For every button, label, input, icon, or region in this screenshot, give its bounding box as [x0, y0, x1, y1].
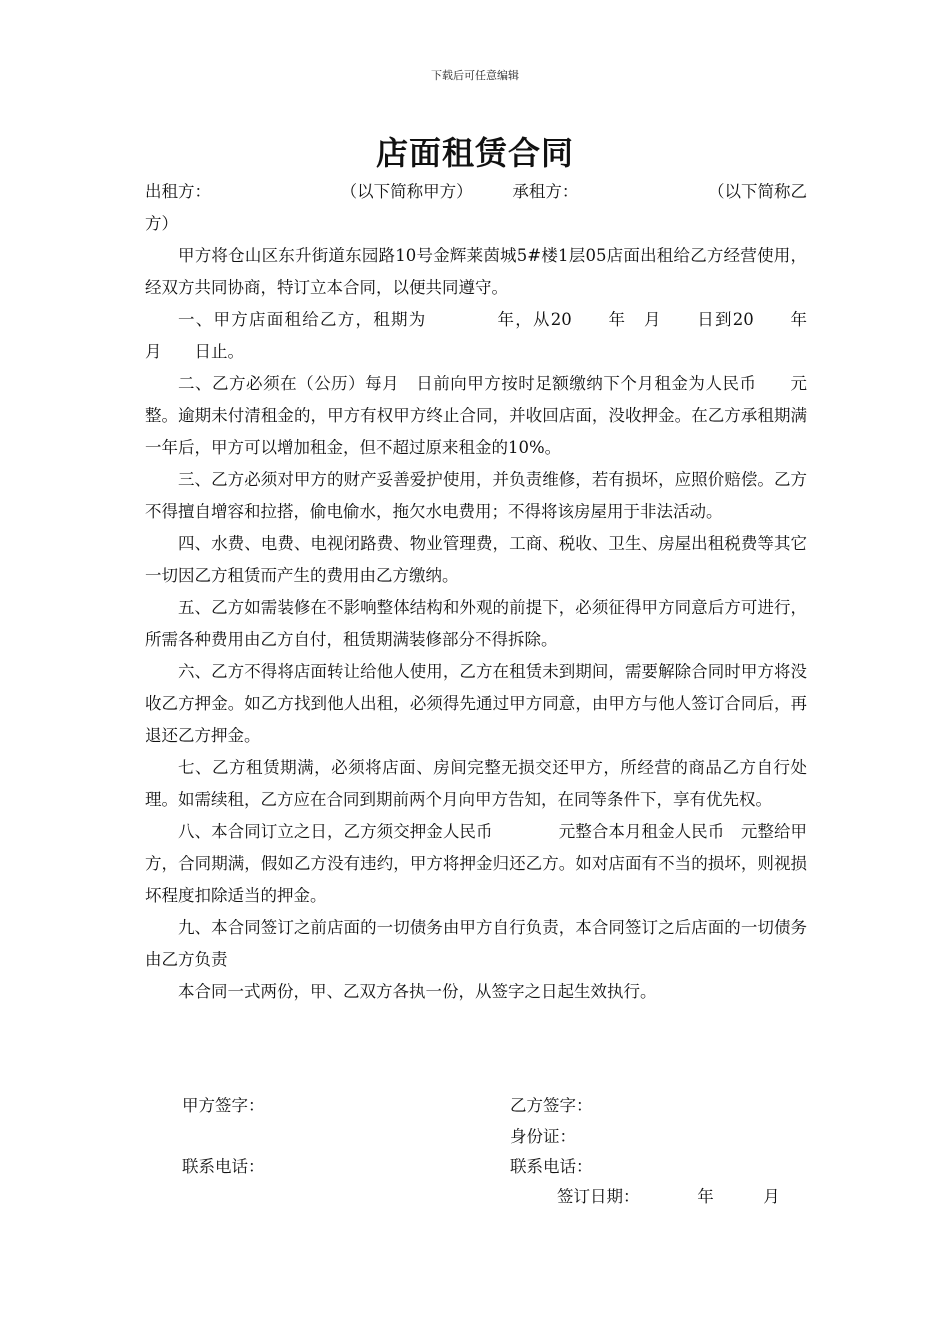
header-note: 下载后可任意编辑 — [431, 69, 519, 82]
lessee-alias-start: （以下简称乙 — [707, 182, 807, 201]
party-b-phone: 联系电话： — [510, 1157, 593, 1176]
clause-6: 六、乙方不得将店面转让给他人使用，乙方在租赁未到期间，需要解除合同时甲方将没收乙方押金。如乙方找到他人出租，必须得先通过甲方同意，由甲方与他人签订合同后，再退还乙方押金。 — [145, 662, 807, 745]
clause-4: 四、水费、电费、电视闭路费、物业管理费，工商、税收、卫生、房屋出租税费等其它一切因乙方租赁而产生的费用由乙方缴纳。 — [145, 534, 807, 585]
closing-statement: 本合同一式两份，甲、乙双方各执一份，从签字之日起生效执行。 — [178, 982, 657, 1001]
id-card-field: 身份证： — [510, 1127, 576, 1146]
clause-9: 九、本合同签订之前店面的一切债务由甲方自行负责，本合同签订之后店面的一切债务由乙方负责 — [145, 918, 807, 969]
clause-2: 二、乙方必须在（公历）每月 日前向甲方按时足额缴纳下个月租金为人民币 元整。逾期未付清租金的，甲方有权甲方终止合同，并收回店面，没收押金。在乙方承租期满一年后，甲方可以增加租金，但不超过原来租金的10%。 — [145, 374, 807, 457]
party-a-phone: 联系电话： — [182, 1157, 265, 1176]
intro-paragraph: 甲方将仓山区东升街道东园路10号金辉莱茵城5#楼1层05店面出租给乙方经营使用，经双方共同协商，特订立本合同，以便共同遵守。 — [145, 246, 807, 297]
clause-7: 七、乙方租赁期满，必须将店面、房间完整无损交还甲方，所经营的商品乙方自行处理。如需续租，乙方应在合同到期前两个月向甲方告知，在同等条件下，享有优先权。 — [145, 758, 807, 809]
lessee-alias-end: 方） — [145, 214, 178, 233]
lessee-label: 承租方： — [512, 182, 579, 201]
document-title: 店面租赁合同 — [375, 134, 574, 172]
parties-line — [145, 176, 807, 208]
clause-8: 八、本合同订立之日，乙方须交押金人民币 元整合本月租金人民币 元整给甲方，合同期满，假如乙方没有违约，甲方将押金归还乙方。如对店面有不当的损坏，则视损坏程度扣除适当的押金。 — [145, 822, 807, 905]
contract-body — [145, 176, 840, 1008]
sign-date: 签订日期： 年 月 — [557, 1187, 780, 1206]
clause-3: 三、乙方必须对甲方的财产妥善爱护使用，并负责维修，若有损坏，应照价赔偿。乙方不得擅自增容和拉搭，偷电偷水，拖欠水电费用；不得将该房屋用于非法活动。 — [145, 470, 807, 521]
party-a-signature: 甲方签字： — [182, 1096, 265, 1115]
lessor-label: 出租方： — [145, 182, 211, 201]
lessor-alias: （以下简称甲方） — [340, 182, 473, 201]
clause-5: 五、乙方如需装修在不影响整体结构和外观的前提下，必须征得甲方同意后方可进行，所需各种费用由乙方自付，租赁期满装修部分不得拆除。 — [145, 598, 807, 649]
party-b-signature: 乙方签字： — [510, 1096, 593, 1115]
clause-1: 一、甲方店面租给乙方，租期为 年，从20 年 月 日到20 年 月 日止。 — [145, 310, 840, 361]
